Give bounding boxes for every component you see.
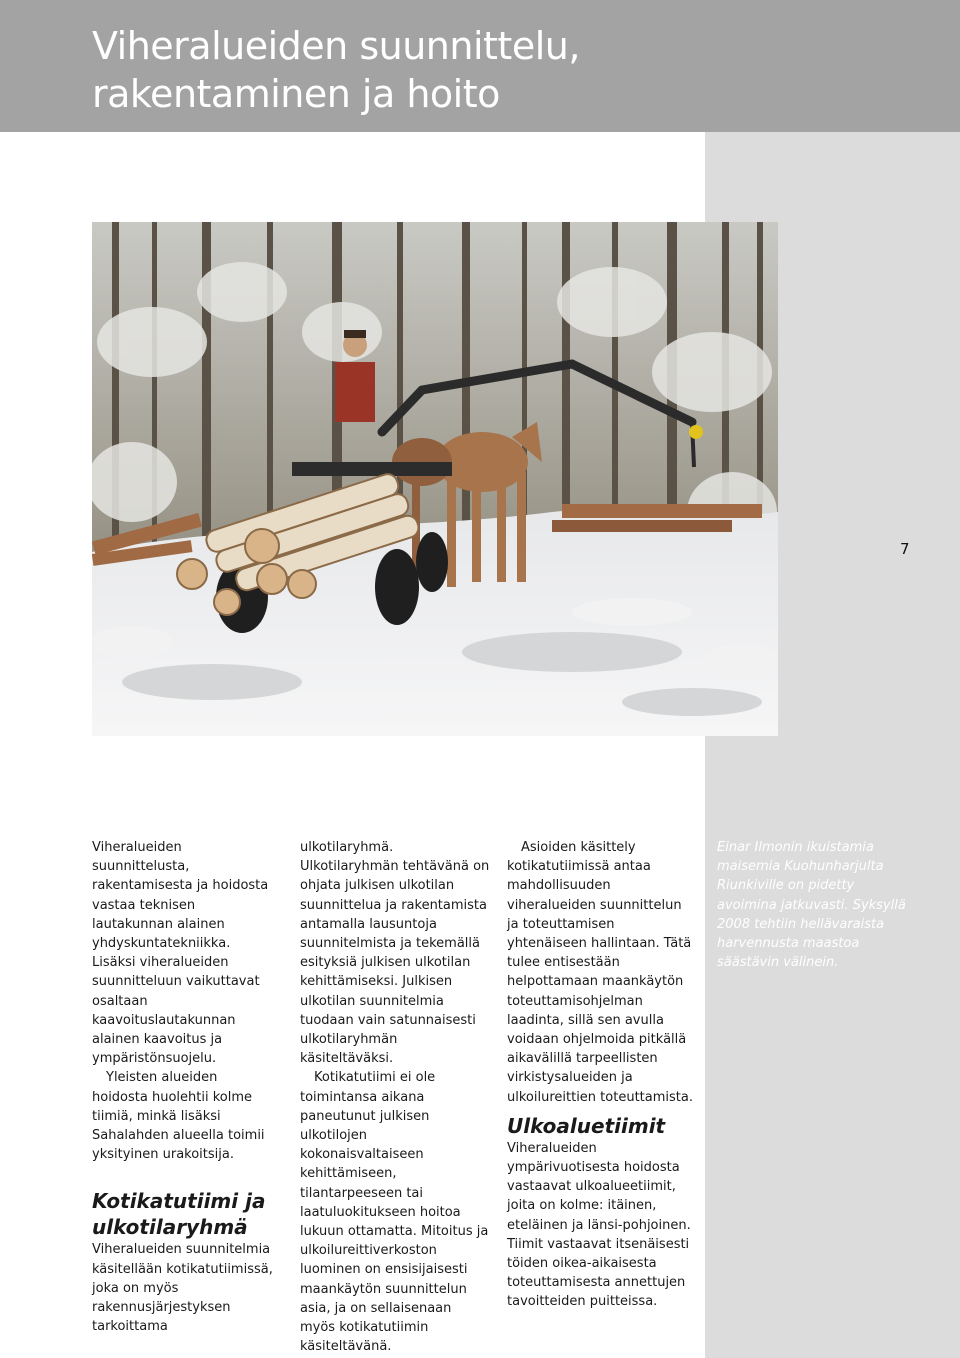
paragraph: Viheralueiden suunnittelusta, rakentamisesta ja hoidosta vastaa teknisen lautakunnan alainen yhdyskuntatekniikka. Lisäksi viheralueiden suunnitteluun vaikuttavat osaltaan kaavoituslautakunnan alainen kaavoitus ja ympäristönsuojelu.	[92, 840, 269, 1067]
paragraph: ulkotilaryhmä. Ulkotilaryhmän tehtävänä on ohjata julkisen ulkotilan suunnittelua ja rakentamista antamalla lausuntoja suunnitelmista ja tekemällä esityksiä julkisen ulkotilan kehittämiseksi. Julkisen ulkotilan suunnitelmia tuodaan vain satunnaisesti ulkotilaryhmän käsiteltäväksi.	[300, 840, 490, 1067]
text-column-1	[92, 838, 276, 1336]
page-number: 7	[900, 540, 910, 558]
text-column-3	[507, 838, 697, 1312]
photo-caption	[717, 838, 917, 972]
page-title	[92, 22, 580, 118]
paragraph: Viheralueiden suunnitelmia käsitellään kotikatutiimissä, joka on myös rakennusjärjestyksen tarkoittama	[92, 1242, 273, 1335]
paragraph: Asioiden käsittely kotikatutiimissä antaa mahdollisuuden viheralueiden suunnittelun ja toteuttamisen yhtenäiseen hallintaan. Tätä tulee entisestään helpottamaan maankäytön toteuttamisohjelman laadinta, sillä sen avulla voidaan ohjelmoida pitkällä aikavälillä tarpeellisten virkistysalueiden ja ulkoilureittien toteuttamista.	[507, 840, 693, 1105]
section-heading: Ulkoaluetiimit	[507, 1113, 666, 1138]
text-column-2	[300, 838, 490, 1356]
forest-harvesting-photo	[92, 222, 778, 736]
paragraph: Viheralueiden ympärivuotisesta hoidosta vastaavat ulkoalueetiimit, joita on kolme: itäinen, eteläinen ja länsi-pohjoinen. Tiimit vastaavat itsenäisesti töiden oikea-aikaisesta toteuttamisesta annettujen tavoitteiden puitteissa.	[507, 1140, 691, 1310]
paragraph: Kotikatutiimi ei ole toimintansa aikana paneutunut julkisen ulkotilojen kokonaisvaltaiseen kehittämiseen, tilantarpeeseen tai laatuluokitukseen hoitoa lukuun ottamatta. Mitoitus ja ulkoilureittiverkoston luominen on ensisijaisesti maankäytön suunnittelun asia, ja on sellaisenaan myös kotikatutiimin käsiteltävänä.	[300, 1070, 489, 1355]
title-line-2: rakentaminen ja hoito	[92, 72, 500, 116]
title-line-1: Viheralueiden suunnittelu,	[92, 24, 580, 68]
section-heading: Kotikatutiimi ja ulkotilaryhmä	[92, 1189, 266, 1240]
paragraph: Yleisten alueiden hoidosta huolehtii kolme tiimiä, minkä lisäksi Sahalahden alueella toimii yksityinen urakoitsija.	[92, 1070, 265, 1163]
caption-text: Einar Ilmonin ikuistamia maisemia Kuohunharjulta Riunkiville on pidetty avoimina jatkuvasti. Syksyllä 2008 tehtiin hellävaraista harvennusta maastoa säästävin välinein.	[717, 840, 906, 971]
